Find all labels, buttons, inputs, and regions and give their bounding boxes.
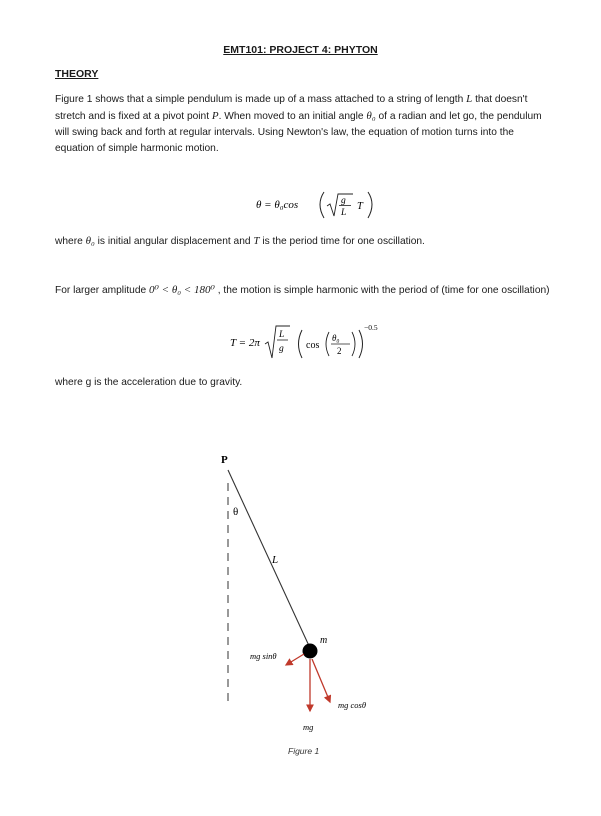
pivot-label: P — [221, 454, 228, 466]
eq2-two: 2 — [337, 346, 342, 356]
large-amplitude-paragraph: For larger amplitude 0⁰ < θ₀ < 180⁰ , the motion is simple harmonic with the period of (time for one oscillation) — [55, 284, 550, 296]
eq1-lhs: θ = θ₀cos — [256, 199, 299, 211]
page-title: EMT101: PROJECT 4: PHYTON — [223, 44, 378, 56]
eq2-theta0: θ₀ — [332, 333, 340, 343]
eq1-g: g — [341, 196, 346, 206]
equation-large-amplitude-period — [228, 318, 388, 364]
mass-label: m — [320, 635, 328, 646]
pendulum-mass — [303, 644, 318, 659]
eq2-lhs: T = 2π — [230, 337, 260, 349]
eq1-T: T — [357, 201, 363, 212]
eq2-cos: cos — [306, 340, 320, 351]
equation-harmonic-motion — [250, 186, 380, 226]
theory-heading: THEORY — [55, 68, 99, 80]
eq2-g: g — [279, 344, 284, 354]
figure-caption: Figure 1 — [288, 746, 320, 756]
gravity-definition: where g is the acceleration due to gravity. — [55, 377, 243, 388]
eq1-L: L — [341, 208, 347, 218]
mg-sin-arrow — [286, 654, 304, 665]
mg-label: mg — [303, 722, 314, 732]
intro-paragraph: Figure 1 shows that a simple pendulum is made up of a mass attached to a string of length L that doesn't stretch and is fixed at a pivot point P. When moved to an initial angle θ₀ of a radian and let go, the pendulum will swing back and forth at regular intervals. Using Newton's law, the equation of motion turns into the equation of simple harmonic motion. — [55, 93, 542, 154]
pendulum-figure — [210, 445, 410, 765]
mg-sin-label: mg sinθ — [250, 651, 277, 661]
eq2-exponent: −0.5 — [364, 323, 378, 332]
theta-definition: where θ₀ is initial angular displacement and T is the period time for one oscillation. — [55, 235, 425, 247]
theta-label: θ — [233, 506, 239, 518]
mg-cos-arrow — [312, 659, 330, 702]
mg-cos-label: mg cosθ — [338, 700, 367, 710]
length-label: L — [272, 554, 279, 566]
eq2-L: L — [279, 330, 285, 340]
pendulum-string — [228, 470, 310, 648]
